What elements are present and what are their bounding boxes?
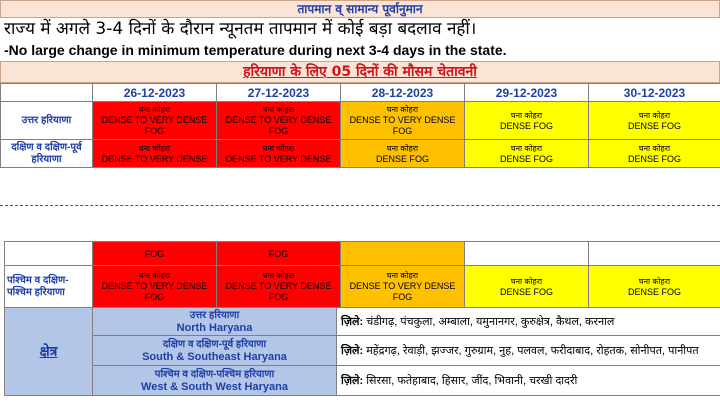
warning-hindi: घना कोहरा [638, 276, 671, 286]
table-row [5, 266, 720, 308]
warning-cell [341, 242, 465, 266]
zone-name-english: North Haryana [176, 321, 253, 334]
zone-name-english: West & South West Haryana [141, 380, 288, 393]
warning-english: DENSE TO VERY DENSE FOG [225, 115, 332, 136]
warning-cell [217, 140, 341, 168]
warning-hindi: घना कोहरा [386, 143, 419, 153]
zone-name-english: South & Southeast Haryana [142, 350, 287, 363]
region-label: उत्तर हरियाणा [1, 102, 93, 140]
warning-table-bottom [4, 241, 720, 308]
warning-cell [589, 266, 720, 308]
warning-hindi: घना कोहरा [386, 105, 419, 114]
zones-label: क्षेत्र [5, 308, 93, 396]
warning-hindi: घना कोहरा [510, 110, 543, 120]
forecast-statement-hindi: राज्य में अगले 3-4 दिनों के दौरान न्यूनतम तापमान में कोई बड़ा बदलाव नहीं। [4, 19, 477, 39]
warning-english: FOG [144, 249, 165, 259]
table-row [1, 140, 720, 168]
zone-row [5, 366, 720, 396]
warning-cell [465, 140, 589, 168]
warning-english: DENSE FOG [627, 153, 681, 164]
warning-cell [465, 266, 589, 308]
warning-cell [589, 102, 720, 140]
warning-cell [341, 140, 465, 168]
forecast-section-title: तापमान व् सामान्य पूर्वानुमान [0, 0, 720, 18]
warning-english: DENSE TO VERY DENSE [225, 153, 332, 164]
region-label-continued [5, 242, 93, 266]
warning-hindi: घना कोहरा [510, 143, 543, 153]
zone-row [5, 308, 720, 336]
zone-row [5, 336, 720, 366]
date-header: 28-12-2023 [341, 84, 465, 102]
zone-districts [337, 308, 720, 336]
warning-cell [589, 242, 720, 266]
page-break-divider [0, 205, 720, 206]
date-header: 26-12-2023 [93, 84, 217, 102]
zone-name [93, 336, 337, 366]
warning-hindi: घना कोहरा [262, 143, 295, 153]
warning-hindi: घना कोहरा [262, 271, 295, 280]
warning-english: DENSE TO VERY DENSE FOG [225, 281, 332, 302]
warning-table-title: हरियाणा के लिए 05 दिनों की मौसम चेतावनी [0, 61, 720, 83]
zone-districts [337, 366, 720, 396]
zone-name-hindi: दक्षिण व दक्षिण-पूर्व हरियाणा [162, 338, 267, 350]
warning-english: DENSE FOG [627, 120, 681, 131]
zone-districts [337, 336, 720, 366]
district-list: चंडीगढ़, पंचकुला, अम्बाला, यमुनानगर, कुरुक्षेत्र, कैथल, करनाल [366, 315, 615, 328]
date-header: 30-12-2023 [589, 84, 720, 102]
warning-hindi: घना कोहरा [510, 276, 543, 286]
warning-hindi: घना कोहरा [638, 110, 671, 120]
warning-hindi: घना कोहरा [638, 143, 671, 153]
warning-hindi: घना कोहरा [386, 271, 419, 280]
warning-english: DENSE TO VERY DENSE FOG [101, 115, 208, 136]
zone-name-hindi: उत्तर हरियाणा [189, 309, 240, 321]
warning-cell [217, 266, 341, 308]
warning-english: DENSE FOG [499, 286, 553, 297]
warning-english: DENSE FOG [375, 153, 429, 164]
zone-name [93, 366, 337, 396]
warning-english: DENSE FOG [499, 120, 553, 131]
warning-cell [93, 266, 217, 308]
region-label: दक्षिण व दक्षिण-पूर्व हरियाणा [1, 140, 93, 168]
table-row [5, 242, 720, 266]
warning-english: DENSE FOG [499, 153, 553, 164]
warning-english: DENSE FOG [627, 286, 681, 297]
warning-cell [341, 266, 465, 308]
warning-english: DENSE TO VERY DENSE FOG [349, 115, 456, 136]
region-label: पश्चिम व दक्षिण-पश्चिम हरियाणा [5, 266, 93, 308]
districts-prefix: ज़िले: [341, 344, 364, 357]
warning-cell [465, 102, 589, 140]
warning-cell [341, 102, 465, 140]
warning-hindi: घना कोहरा [138, 143, 171, 153]
warning-cell [93, 102, 217, 140]
warning-cell [465, 242, 589, 266]
district-list: सिरसा, फतेहाबाद, हिसार, जींद, भिवानी, चरखी दादरी [366, 374, 578, 387]
warning-english: DENSE TO VERY DENSE [101, 153, 208, 164]
district-list: महेंद्रगढ़, रेवाड़ी, झज्जर, गुरुग्राम, नुह, पलवल, फरीदाबाद, रोहतक, सोनीपत, पानीपत [366, 344, 699, 357]
table-row [1, 102, 720, 140]
date-header-row [1, 84, 720, 102]
warning-hindi: घना कोहरा [262, 105, 295, 114]
corner-cell [1, 84, 93, 102]
warning-hindi: घना कोहरा [138, 105, 171, 114]
date-header: 29-12-2023 [465, 84, 589, 102]
districts-prefix: ज़िले: [341, 315, 364, 328]
zones-table [4, 307, 720, 396]
warning-cell [93, 140, 217, 168]
zone-name-hindi: पश्चिम व दक्षिण-पश्चिम हरियाणा [154, 368, 275, 380]
warning-cell [93, 242, 217, 266]
forecast-statement-english: -No large change in minimum temperature during next 3-4 days in the state. [4, 42, 507, 58]
warning-english: DENSE TO VERY DENSE FOG [349, 281, 456, 302]
warning-english: FOG [268, 249, 289, 259]
warning-cell [217, 102, 341, 140]
warning-english: DENSE TO VERY DENSE FOG [101, 281, 208, 302]
warning-table-top [0, 83, 720, 168]
warning-cell [589, 140, 720, 168]
warning-hindi: घना कोहरा [138, 271, 171, 280]
date-header: 27-12-2023 [217, 84, 341, 102]
warning-cell [217, 242, 341, 266]
districts-prefix: ज़िले: [341, 374, 364, 387]
zone-name [93, 308, 337, 336]
